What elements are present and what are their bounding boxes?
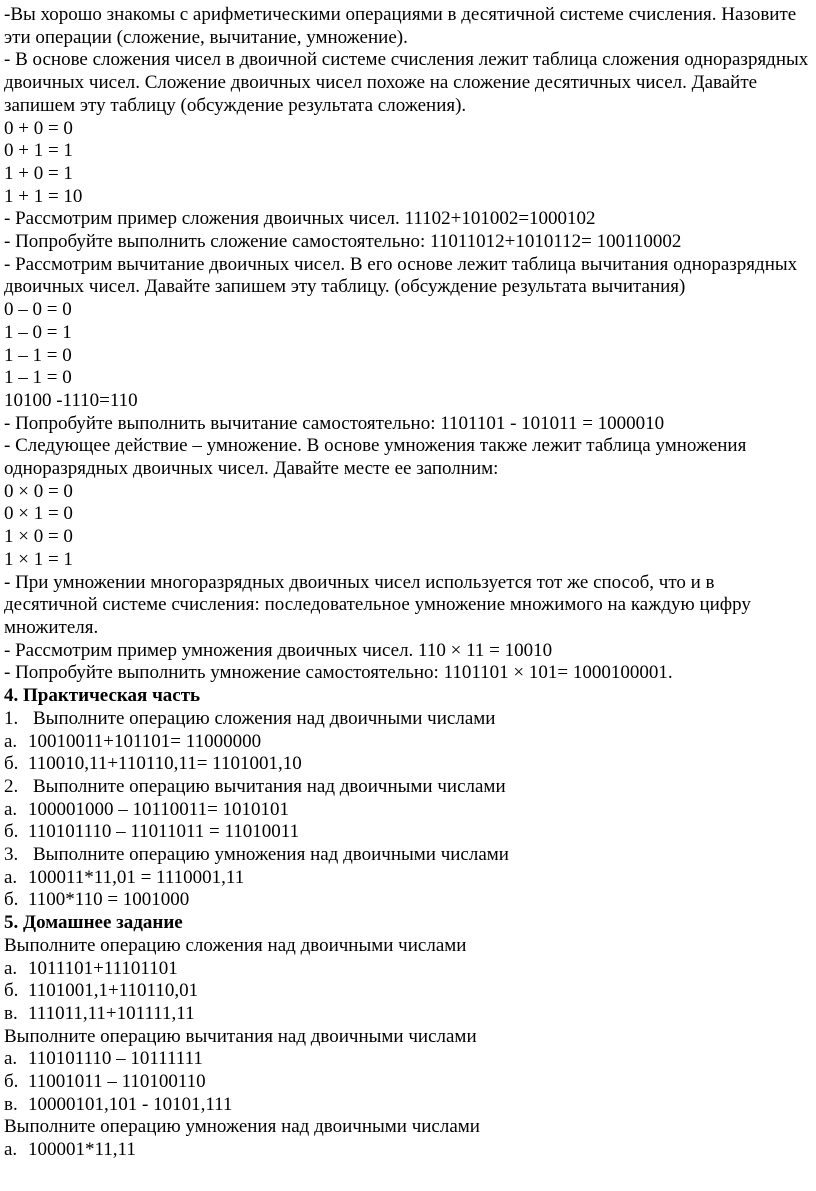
paragraph: -Вы хорошо знакомы с арифметическими операциями в десятичной системе счисления. Назовите эти операции (сложение, вычитание, умножение). (4, 4, 797, 48)
paragraph: - Попробуйте выполнить вычитание самостоятельно: 1101101 - 101011 = 1000010 (4, 412, 665, 434)
list-marker: 1. (4, 707, 19, 729)
list-marker: а. (4, 1048, 18, 1070)
list-marker: в. (4, 1002, 18, 1024)
paragraph: 1 + 1 = 10 (4, 185, 83, 207)
list-item-text: Выполните операцию умножения над двоичными числами (33, 844, 509, 866)
document-body (4, 4, 812, 1162)
list-marker: б. (4, 889, 19, 911)
lettered-item (4, 821, 812, 844)
numbered-item (4, 776, 812, 799)
numbered-item (4, 844, 812, 867)
paragraph: - Попробуйте выполнить сложение самостоятельно: 11011012+1010112= 100110002 (4, 231, 682, 253)
paragraph: - Попробуйте выполнить умножение самостоятельно: 1101101 × 101= 1000100001. (4, 662, 673, 684)
paragraph: 1 × 0 = 0 (4, 526, 73, 548)
lettered-item (4, 1003, 812, 1026)
paragraph: 0 – 0 = 0 (4, 299, 72, 321)
list-item-text: 10000101,101 - 10101,111 (28, 1093, 233, 1115)
paragraph: 0 × 1 = 0 (4, 503, 73, 525)
list-item-text: 100011*11,01 = 1110001,11 (28, 866, 245, 888)
section-heading: 5. Домашнее задание (4, 912, 183, 934)
list-marker: б. (4, 753, 19, 775)
lettered-item (4, 1048, 812, 1071)
lettered-item (4, 1071, 812, 1094)
lettered-item (4, 799, 812, 822)
paragraph: Выполните операцию умножения над двоичными числами (4, 1116, 480, 1138)
list-marker: а. (4, 957, 18, 979)
list-marker: в. (4, 1093, 18, 1115)
paragraph: 1 × 1 = 1 (4, 548, 73, 570)
paragraph: 1 – 0 = 1 (4, 321, 72, 343)
paragraph: - Рассмотрим пример сложения двоичных чисел. 11102+101002=1000102 (4, 208, 596, 230)
lettered-item (4, 753, 812, 776)
paragraph: 1 – 1 = 0 (4, 344, 72, 366)
list-item-text: 100001000 – 10110011= 1010101 (28, 798, 290, 820)
lettered-item (4, 889, 812, 912)
list-marker: а. (4, 1139, 18, 1161)
list-marker: б. (4, 1071, 19, 1093)
lettered-item (4, 1094, 812, 1117)
lettered-item (4, 731, 812, 754)
paragraph: - Следующее действие – умножение. В основе умножения также лежит таблица умножения одноразрядных двоичных чисел. Давайте месте ее заполним: (4, 435, 747, 480)
list-item-text: 110010,11+110110,11= 1101001,10 (28, 753, 302, 775)
lettered-item (4, 867, 812, 890)
list-marker: а. (4, 798, 18, 820)
lettered-item (4, 1139, 812, 1162)
list-marker: 2. (4, 775, 19, 797)
lettered-item (4, 958, 812, 981)
list-item-text: Выполните операцию сложения над двоичными числами (33, 707, 496, 729)
list-item-text: 1100*110 = 1001000 (28, 889, 190, 911)
list-item-text: 1011101+11101101 (28, 957, 178, 979)
list-item-text: 1101001,1+110110,01 (28, 980, 199, 1002)
list-item-text: 11001011 – 110100110 (28, 1071, 206, 1093)
list-item-text: 100001*11,11 (28, 1139, 136, 1161)
paragraph: 1 + 0 = 1 (4, 162, 73, 184)
list-item-text: 111011,11+101111,11 (28, 1002, 195, 1024)
lettered-item (4, 980, 812, 1003)
list-marker: 3. (4, 844, 19, 866)
list-item-text: 110101110 – 11011011 = 11010011 (28, 821, 300, 843)
paragraph: - В основе сложения чисел в двоичной системе счисления лежит таблица сложения одноразрядных двоичных чисел. Сложение двоичных чисел похоже на сложение десятичных чисел. Давайте запишем эту таблицу (обсуждение результата сложения). (4, 49, 809, 116)
paragraph: 0 + 0 = 0 (4, 117, 73, 139)
paragraph: - При умножении многоразрядных двоичных чисел используется тот же способ, что и в десятичной системе счисления: последовательное умножение множимого на каждую цифру множителя. (4, 571, 751, 638)
list-item-text: 10010011+101101= 11000000 (28, 730, 262, 752)
section-heading: 4. Практическая часть (4, 685, 201, 707)
paragraph: 0 + 1 = 1 (4, 140, 73, 162)
paragraph: 1 – 1 = 0 (4, 367, 72, 389)
paragraph: 10100 -1110=110 (4, 389, 138, 411)
list-item-text: Выполните операцию вычитания над двоичными числами (33, 775, 506, 797)
paragraph: - Рассмотрим вычитание двоичных чисел. В его основе лежит таблица вычитания одноразрядных двоичных чисел. Давайте запишем эту таблицу. (обсуждение результата вычитания) (4, 253, 798, 298)
list-item-text: 110101110 – 10111111 (28, 1048, 203, 1070)
list-marker: б. (4, 821, 19, 843)
paragraph: 0 × 0 = 0 (4, 480, 73, 502)
list-marker: б. (4, 980, 19, 1002)
paragraph: - Рассмотрим пример умножения двоичных чисел. 110 × 11 = 10010 (4, 639, 553, 661)
paragraph: Выполните операцию вычитания над двоичными числами (4, 1025, 477, 1047)
paragraph: Выполните операцию сложения над двоичными числами (4, 934, 467, 956)
list-marker: а. (4, 866, 18, 888)
numbered-item (4, 708, 812, 731)
list-marker: а. (4, 730, 18, 752)
